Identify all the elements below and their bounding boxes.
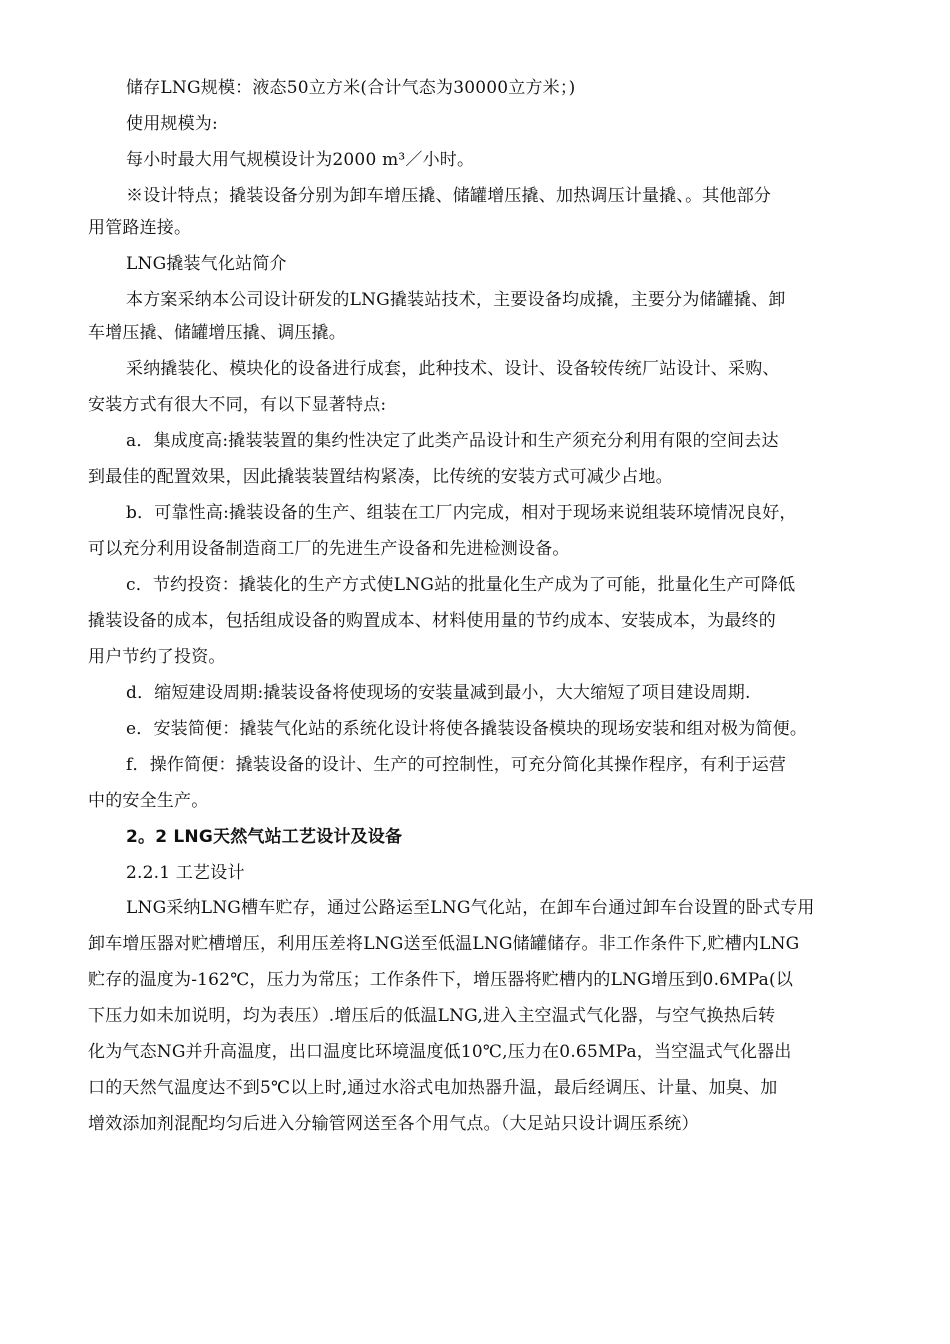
list-item: e．安装简便：撬装气化站的系统化设计将使各撬装设备模块的现场安装和组对极为简便。 — [126, 719, 808, 739]
text-line: 使用规模为: — [126, 114, 218, 134]
text-line: 本方案采纳本公司设计研发的LNG撬装站技术，主要设备均成撬，主要分为储罐撬、卸 — [126, 290, 786, 310]
text-line: 每小时最大用气规模设计为2000 m³／小时。 — [126, 150, 475, 170]
text-line: 撬装设备的成本，包括组成设备的购置成本、材料使用量的节约成本、安装成本，为最终的 — [88, 611, 776, 631]
text-line: 化为气态NG并升高温度，出口温度比环境温度低10℃,压力在0.65MPa，当空温式气化器出 — [88, 1042, 792, 1062]
text-line: 用管路连接。 — [88, 218, 192, 238]
list-item: d．缩短建设周期:撬装设备将使现场的安装量减到最小，大大缩短了项目建设周期. — [126, 683, 751, 703]
text-line: LNG采纳LNG槽车贮存，通过公路运至LNG气化站，在卸车台通过卸车台设置的卧式专用 — [126, 898, 815, 918]
subsection-heading: 2.2.1 工艺设计 — [126, 863, 245, 883]
section-heading: LNG撬装气化站简介 — [126, 254, 287, 274]
list-item: f．操作简便：撬装设备的设计、生产的可控制性，可充分简化其操作程序，有利于运营 — [126, 755, 787, 775]
text-line: 用户节约了投资。 — [88, 647, 226, 667]
text-line: 中的安全生产。 — [88, 791, 209, 811]
text-line: 下压力如未加说明，均为表压）.增压后的低温LNG,进入主空温式气化器，与空气换热后转 — [88, 1006, 776, 1026]
text-line: 可以充分利用设备制造商工厂的先进生产设备和先进检测设备。 — [88, 539, 570, 559]
section-heading: 2。2 LNG天然气站工艺设计及设备 — [126, 827, 403, 847]
text-line: 卸车增压器对贮槽增压，利用压差将LNG送至低温LNG储罐储存。非工作条件下,贮槽内LNG — [88, 934, 800, 954]
list-item: c．节约投资：撬装化的生产方式使LNG站的批量化生产成为了可能，批量化生产可降低 — [126, 575, 796, 595]
text-line: 增效添加剂混配均匀后进入分输管网送至各个用气点。（大足站只设计调压系统） — [88, 1114, 699, 1134]
text-line: 安装方式有很大不同，有以下显著特点: — [88, 395, 387, 415]
text-line: 采纳撬装化、模块化的设备进行成套，此种技术、设计、设备较传统厂站设计、采购、 — [126, 359, 780, 379]
list-item: a．集成度高:撬装装置的集约性决定了此类产品设计和生产须充分利用有限的空间去达 — [126, 431, 779, 451]
text-line: 贮存的温度为-162℃，压力为常压；工作条件下，增压器将贮槽内的LNG增压到0.6MPa(以 — [88, 970, 794, 990]
text-line: 储存LNG规模：液态50立方米(合计气态为30000立方米；) — [126, 78, 576, 98]
text-line: 到最佳的配置效果，因此撬装装置结构紧凑，比传统的安装方式可减少占地。 — [88, 467, 673, 487]
text-line: 车增压撬、储罐增压撬、调压撬。 — [88, 323, 346, 343]
list-item: b．可靠性高:撬装设备的生产、组装在工厂内完成，相对于现场来说组装环境情况良好， — [126, 503, 797, 523]
text-line: ※设计特点；撬装设备分别为卸车增压撬、储罐增压撬、加热调压计量撬、。其他部分 — [126, 186, 772, 206]
text-line: 口的天然气温度达不到5℃以上时,通过水浴式电加热器升温，最后经调压、计量、加臭、加 — [88, 1078, 778, 1098]
